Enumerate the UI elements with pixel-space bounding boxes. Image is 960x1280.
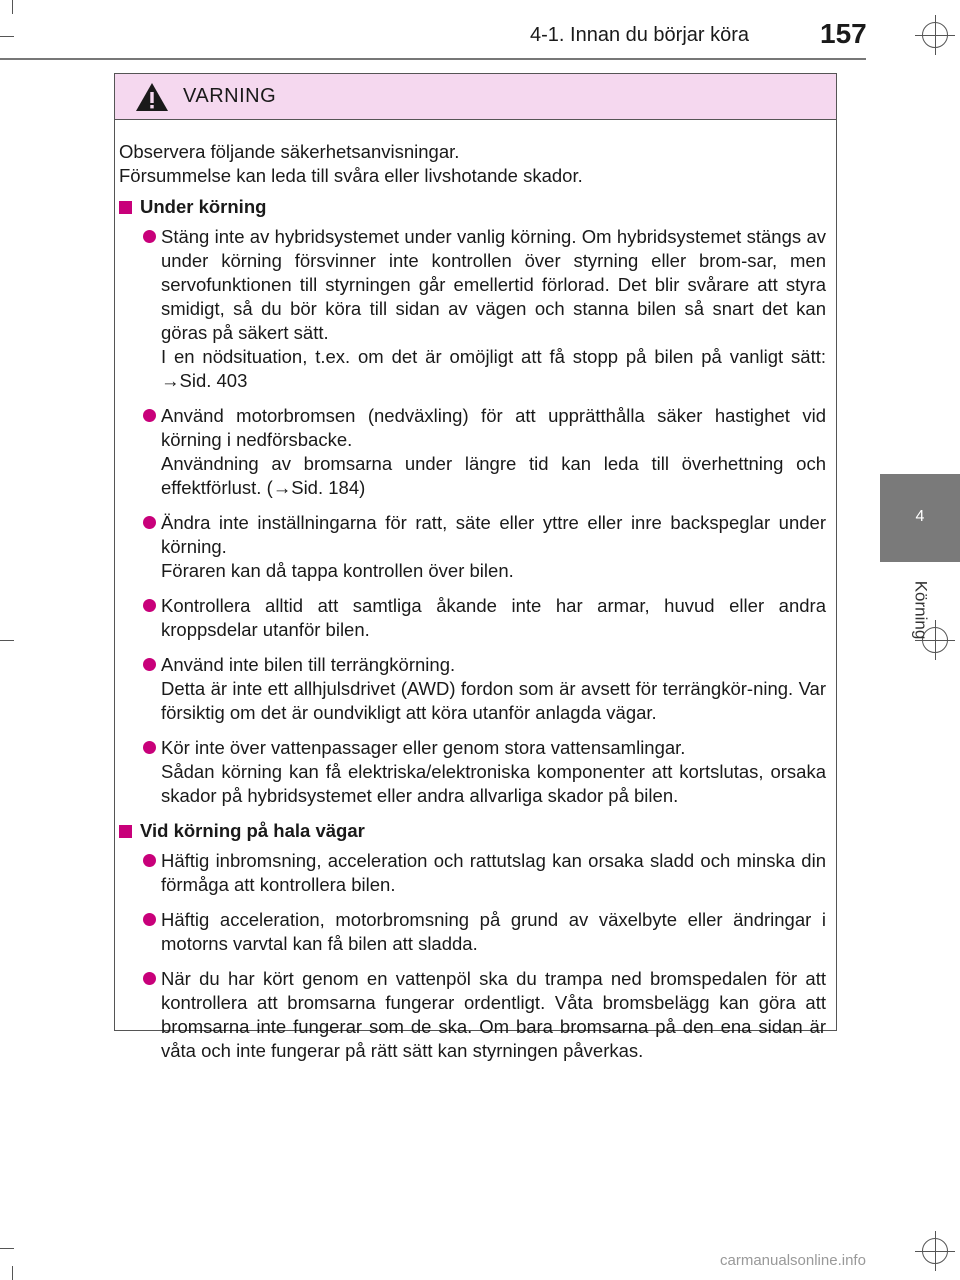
- round-bullet-icon: [143, 599, 156, 612]
- section-heading-text: Vid körning på hala vägar: [140, 820, 365, 841]
- bullet-text: Stäng inte av hybridsystemet under vanlig körning. Om hybridsystemet stängs av under körning försvinner inte kontrollen över styrning eller brom-sar, men servofunktionen till styrningen går emellertid förlorad. Det blir svårare att styra smidigt, så du bör köra till sidan av vägen och stanna bilen så snart det kan göras på säkert sätt.: [161, 226, 826, 343]
- chapter-label-container: [880, 570, 960, 650]
- round-bullet-icon: [143, 516, 156, 529]
- intro-line: Försummelse kan leda till svåra eller livshotande skador.: [119, 165, 583, 186]
- chapter-label: Körning: [910, 580, 930, 640]
- section-heading: [119, 819, 826, 843]
- warning-intro: [119, 140, 826, 188]
- round-bullet-icon: [143, 230, 156, 243]
- chapter-number: 4: [915, 508, 925, 525]
- bullet-item: [119, 908, 826, 956]
- bullet-text: I en nödsituation, t.ex. om det är omöjligt att få stopp på bilen på vanligt sätt: →Sid. 403: [161, 346, 826, 391]
- crop-mark: [0, 640, 14, 641]
- page-number: 157: [820, 18, 867, 49]
- square-bullet-icon: [119, 201, 132, 214]
- warning-box: [114, 73, 837, 1061]
- intro-line: Observera följande säkerhetsanvisningar.: [119, 141, 460, 162]
- round-bullet-icon: [143, 409, 156, 422]
- warning-title: VARNING: [183, 85, 277, 107]
- crop-mark: [0, 36, 14, 37]
- round-bullet-icon: [143, 854, 156, 867]
- bullet-text: Föraren kan då tappa kontrollen över bilen.: [161, 560, 514, 581]
- bullet-item: [119, 511, 826, 583]
- registration-mark-icon: [922, 22, 948, 48]
- bullet-text: Detta är inte ett allhjulsdrivet (AWD) fordon som är avsett för terrängkör-ning. Var försiktig om det är oundvikligt att köra utanför anlagda vägar.: [161, 678, 826, 723]
- crop-mark: [0, 1248, 14, 1249]
- bullet-text: Sådan körning kan få elektriska/elektroniska komponenter att kortslutas, orsaka skador på hybridsystemet eller andra allvarliga skador på bilen.: [161, 761, 826, 806]
- section-title: 4-1. Innan du börjar köra: [530, 24, 750, 46]
- bullet-text: När du har kört genom en vattenpöl ska du trampa ned bromspedalen för att kontrollera att bromsarna fungerar ordentligt. Våta bromsbelägg kan göra att bromsarna inte fungerar som de ska. Om bara bromsarna på den ena sidan är våta och inte fungerar på rätt sätt kan styrningen påverkas.: [161, 968, 826, 1061]
- bullet-text: Häftig acceleration, motorbromsning på grund av växelbyte eller ändringar i motorns varvtal kan få bilen att sladda.: [161, 909, 826, 954]
- bullet-item: [119, 967, 826, 1063]
- bullet-item: [119, 849, 826, 897]
- header-rule: [0, 58, 866, 60]
- bullet-text: Ändra inte inställningarna för ratt, säte eller yttre eller inre backspeglar under körning.: [161, 512, 826, 557]
- round-bullet-icon: [143, 658, 156, 671]
- bullet-item: [119, 594, 826, 642]
- section-heading-text: Under körning: [140, 196, 267, 217]
- bullet-text: Kör inte över vattenpassager eller genom stora vattensamlingar.: [161, 737, 686, 758]
- bullet-text: Kontrollera alltid att samtliga åkande inte har armar, huvud eller andra kroppsdelar utanför bilen.: [161, 595, 826, 640]
- bullet-item: [119, 653, 826, 725]
- warning-body: [115, 120, 836, 1063]
- watermark: carmanualsonline.info: [720, 1252, 866, 1269]
- bullet-text: Användning av bromsarna under längre tid kan leda till överhettning och effektförlust. (→Sid. 184): [161, 453, 826, 498]
- bullet-item: [119, 225, 826, 393]
- bullet-item: [119, 736, 826, 808]
- chapter-tab: [880, 474, 960, 562]
- bullet-item: [119, 404, 826, 500]
- bullet-text: Använd motorbromsen (nedväxling) för att upprätthålla säker hastighet vid körning i nedförsbacke.: [161, 405, 826, 450]
- round-bullet-icon: [143, 741, 156, 754]
- bullet-text: Använd inte bilen till terrängkörning.: [161, 654, 456, 675]
- crop-mark: [12, 0, 13, 14]
- warning-header: [115, 74, 836, 120]
- square-bullet-icon: [119, 825, 132, 838]
- crop-mark: [12, 1266, 13, 1280]
- warning-sections: [119, 195, 826, 1063]
- bullet-text: Häftig inbromsning, acceleration och rattutslag kan orsaka sladd och minska din förmåga att kontrollera bilen.: [161, 850, 826, 895]
- registration-mark-icon: [922, 1238, 948, 1264]
- section-heading: [119, 195, 826, 219]
- round-bullet-icon: [143, 972, 156, 985]
- warning-triangle-icon: [135, 82, 169, 112]
- round-bullet-icon: [143, 913, 156, 926]
